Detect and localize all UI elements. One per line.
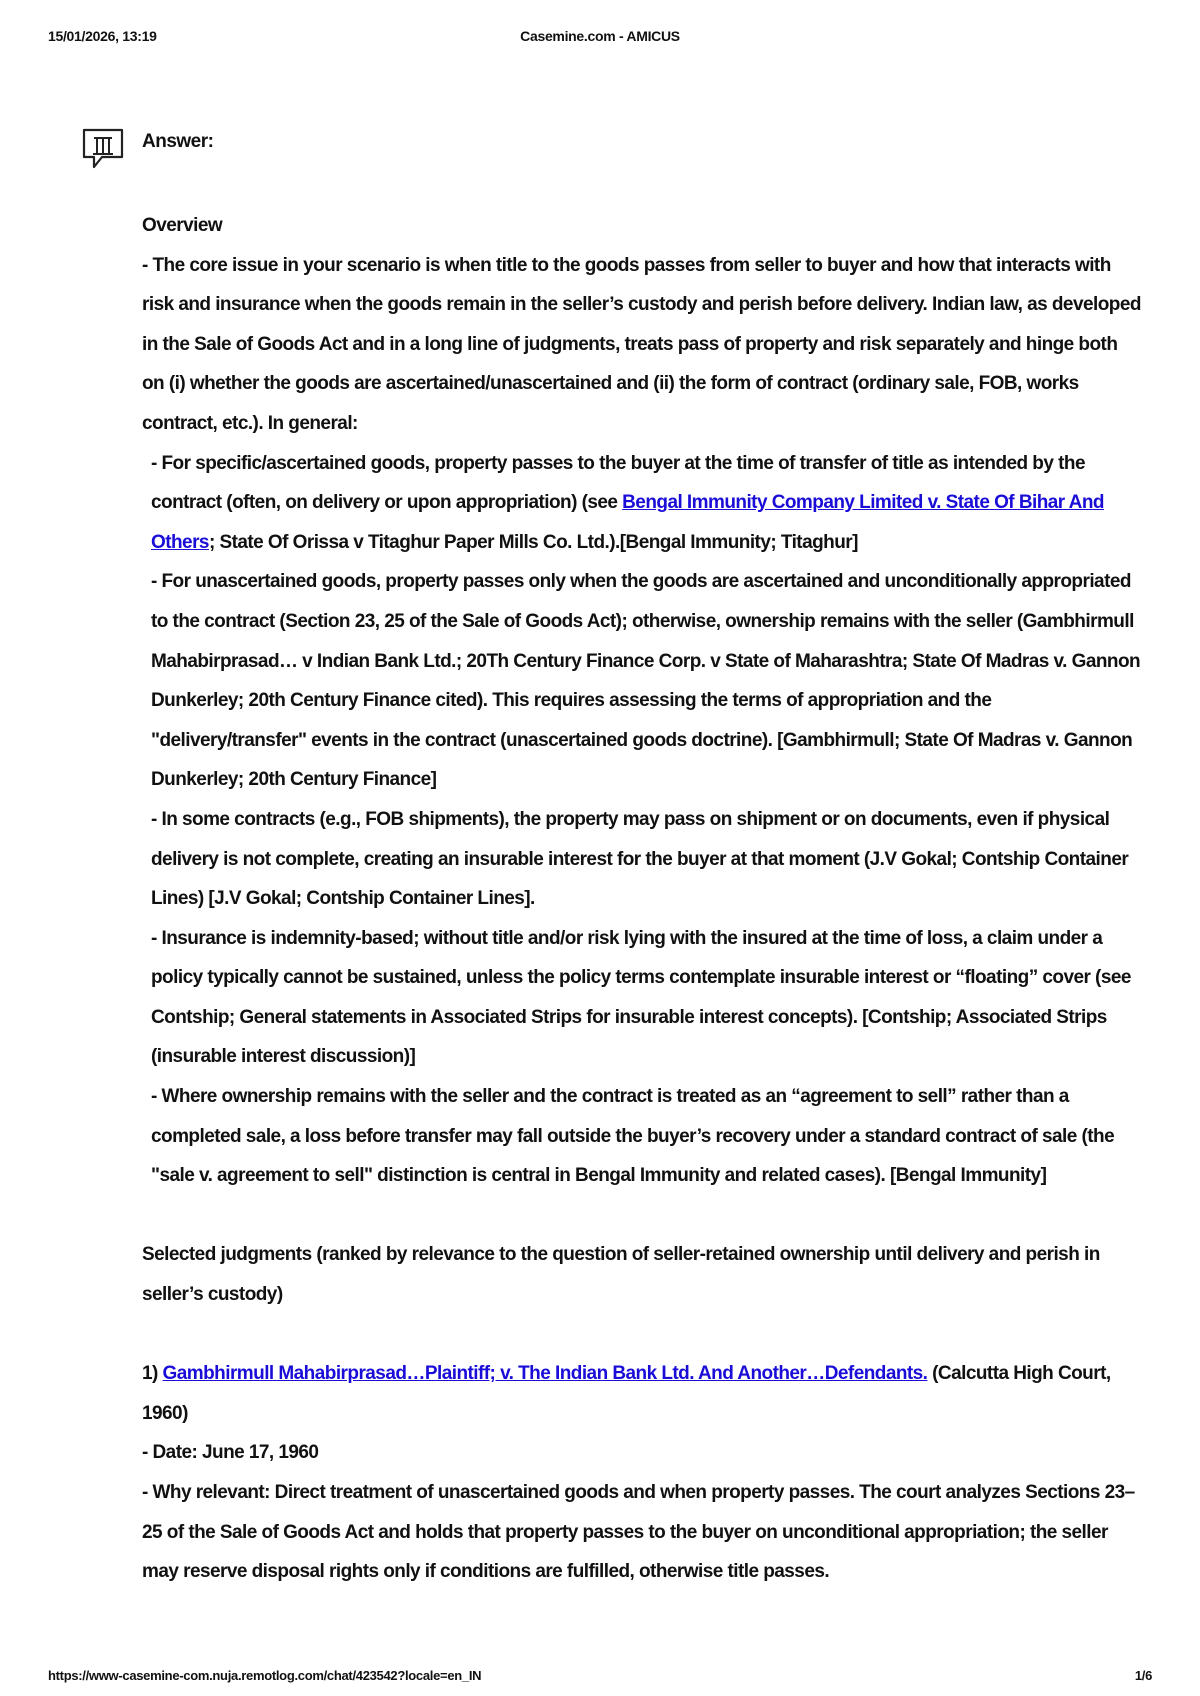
overview-point-3: - In some contracts (e.g., FOB shipments), the property may pass on shipment or on documents, even if physical delivery is not complete, creating an insurable interest for the buyer at that moment (J.V Gokal; Contship Container Lines) [J.V Gokal; Contship Container Lines].	[151, 808, 1129, 910]
page-number: 1/6	[1134, 1668, 1152, 1683]
print-url: https://www-casemine-com.nuja.remotlog.com/chat/423542?locale=en_IN	[48, 1668, 482, 1683]
overview-intro: - The core issue in your scenario is when title to the goods passes from seller to buyer and how that interacts with risk and insurance when the goods remain in the seller’s custody and perish before delivery. Indian law, as developed in the Sale of Goods Act and in a long line of judgments, treats pass of property and risk separately and hinge both on (i) whether the goods are ascertained/unascertained and (ii) the form of contract (ordinary sale, FOB, works contract, etc.). In general:	[142, 254, 1141, 434]
judgment-1-court: (Calcutta High Court, 1960)	[142, 1363, 1111, 1424]
selected-judgments-heading: Selected judgments (ranked by relevance to the question of seller-retained ownership until delivery and perish in seller’s custody)	[142, 1244, 1100, 1306]
print-site-title: Casemine.com - AMICUS	[520, 28, 680, 44]
overview-point-4: - Insurance is indemnity-based; without title and/or risk lying with the insured at the time of loss, a claim under a policy typically cannot be sustained, unless the policy terms contemplate insurable interest or “floating” cover (see Contship; General statements in Associated Strips for insurable interest concepts). [Contship; Associated Strips (insurable interest discussion)]	[151, 927, 1131, 1068]
overview-point-1	[142, 444, 1142, 563]
print-datetime: 15/01/2026, 13:19	[48, 28, 157, 44]
answer-body	[142, 206, 1142, 1592]
spacer	[142, 1196, 1142, 1236]
overview-heading: Overview	[142, 215, 223, 236]
bengal-immunity-link[interactable]: Bengal Immunity Company Limited v. State Of Bihar And Others	[151, 492, 1104, 553]
scales-document-icon	[80, 127, 126, 171]
point-1-text-before: - For specific/ascertained goods, property passes to the buyer at the time of transfer of title as intended by the contract (often, on delivery or upon appropriation) (see	[151, 452, 1085, 514]
judgment-1-title	[142, 1354, 1142, 1433]
overview-point-2: - For unascertained goods, property passes only when the goods are ascertained and unconditionally appropriated to the contract (Section 23, 25 of the Sale of Goods Act); otherwise, ownership remains with the seller (Gambhirmull Mahabirprasad… v Indian Bank Ltd.; 20Th Century Finance Corp. v State of Maharashtra; State Of Madras v. Gannon Dunkerley; 20th Century Finance cited). This requires assessing the terms of appropriation and the "delivery/transfer" events in the contract (unascertained goods doctrine). [Gambhirmull; State Of Madras v. Gannon Dunkerley; 20th Century Finance]	[151, 571, 1141, 791]
answer-label: Answer:	[142, 131, 214, 152]
judgment-1-number: 1)	[142, 1363, 163, 1385]
spacer	[142, 1315, 1142, 1355]
judgment-1-date: - Date: June 17, 1960	[142, 1442, 319, 1464]
judgment-1-relevance: - Why relevant: Direct treatment of unascertained goods and when property passes. The court analyzes Sections 23–25 of the Sale of Goods Act and holds that property passes to the buyer on unconditional appropriation; the seller may reserve disposal rights only if conditions are fulfilled, otherwise title passes.	[142, 1482, 1135, 1583]
point-1-text-after: ; State Of Orissa v Titaghur Paper Mills Co. Ltd.).[Bengal Immunity; Titaghur]	[208, 531, 858, 553]
gambhirmull-case-link[interactable]: Gambhirmull Mahabirprasad…Plaintiff; v. The Indian Bank Ltd. And Another…Defendants.	[162, 1363, 928, 1385]
overview-point-5: - Where ownership remains with the seller and the contract is treated as an “agreement to sell” rather than a completed sale, a loss before transfer may fall outside the buyer’s recovery under a standard contract of sale (the "sale v. agreement to sell" distinction is central in Bengal Immunity and related cases). [Bengal Immunity]	[151, 1086, 1115, 1187]
